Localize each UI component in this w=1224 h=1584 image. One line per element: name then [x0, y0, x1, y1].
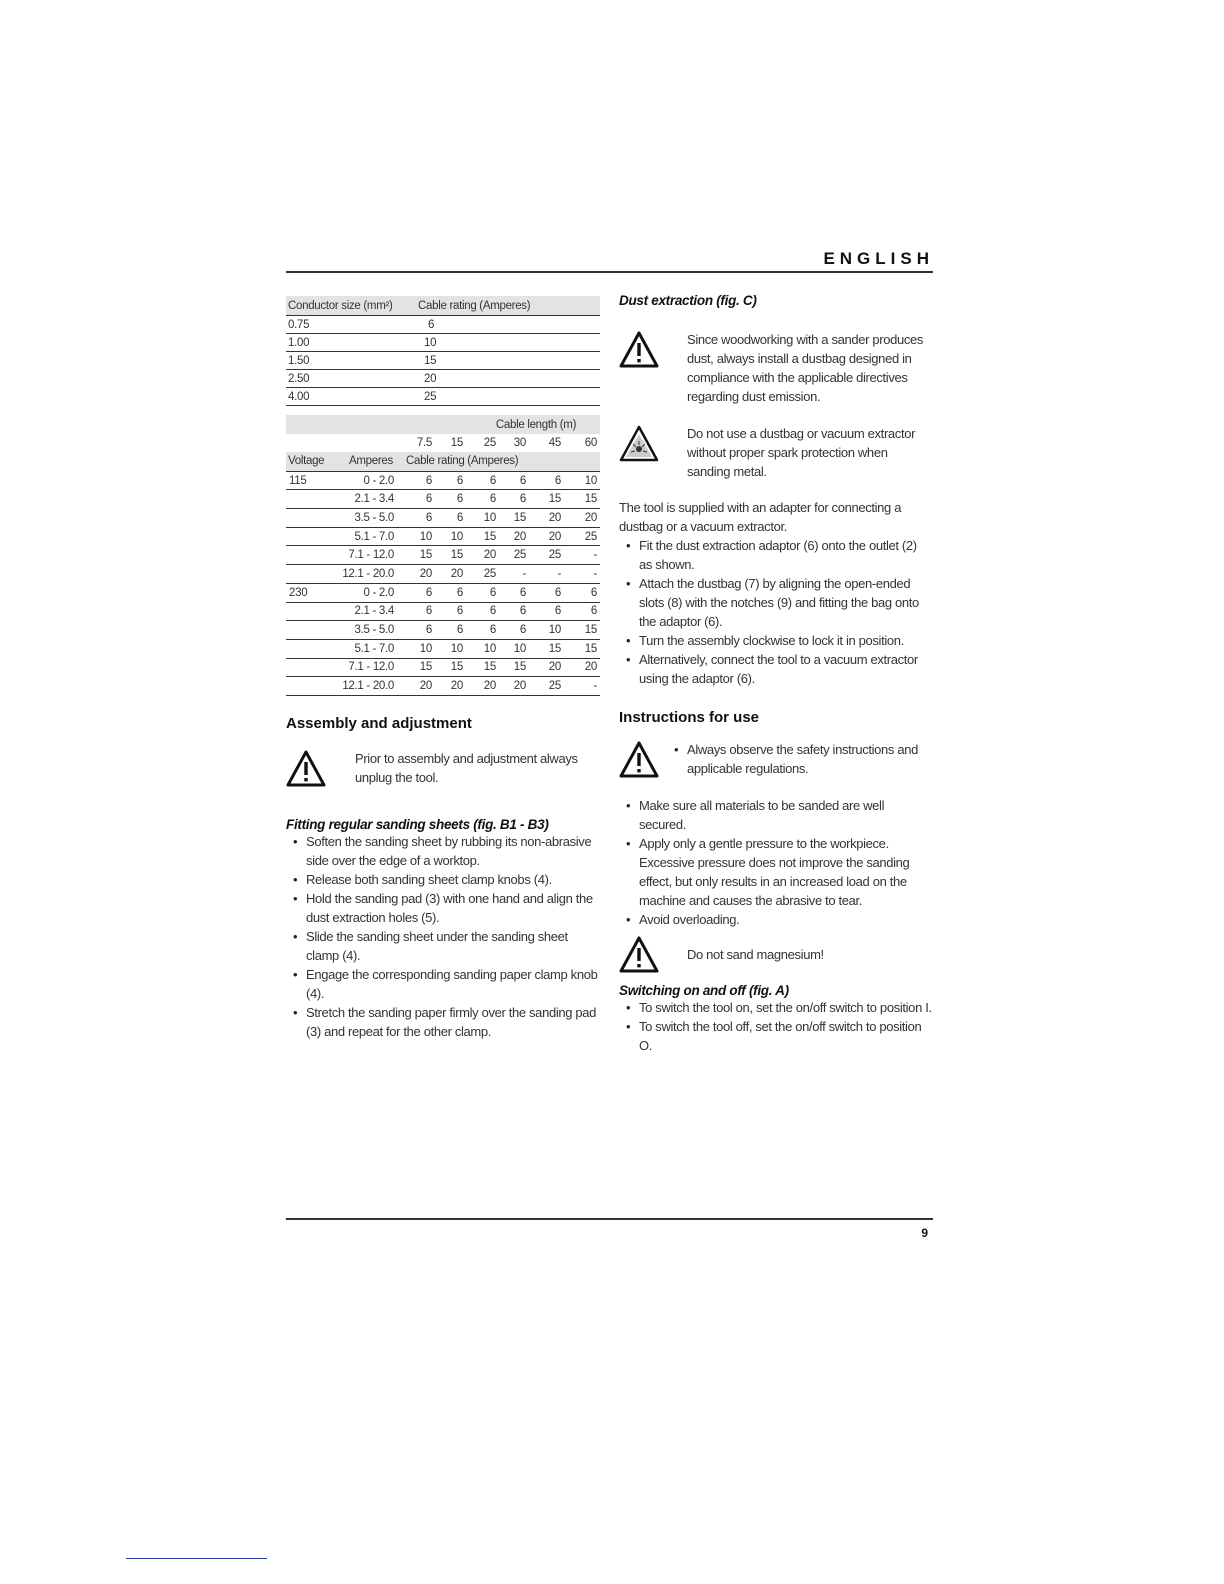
fitting-steps-list [286, 832, 600, 1041]
cable-table-body [286, 471, 600, 695]
language-header: ENGLISH [823, 249, 934, 268]
rating-cell: 20 [466, 546, 499, 565]
rating-cell: 6 [529, 583, 564, 602]
rating-cell: 6 [404, 490, 435, 509]
table-row [286, 471, 600, 490]
table-row [286, 565, 600, 584]
amperes-cell: 12.1 - 20.0 [338, 677, 404, 696]
rating-cell: - [564, 546, 600, 565]
spark-warning-text: Do not use a dustbag or vacuum extractor without proper spark protection when sanding metal. [687, 426, 916, 479]
rating-cell: - [529, 565, 564, 584]
table-row [286, 490, 600, 509]
list-item: • Avoid overloading. [619, 910, 933, 929]
rating-cell: 20 [404, 565, 435, 584]
spark-hazard-icon [619, 424, 659, 462]
fitting-heading: Fitting regular sanding sheets (fig. B1 - B3) [286, 816, 549, 832]
safety-warning-list [667, 740, 933, 778]
voltage-cell [286, 677, 338, 696]
rating-cell: 6 [466, 471, 499, 490]
rating-cell: 15 [435, 658, 466, 677]
table-row [286, 334, 600, 352]
left-column [286, 296, 600, 1041]
length-cell: 30 [513, 436, 526, 449]
list-item: • To switch the tool on, set the on/off switch to position I. [619, 998, 933, 1017]
dust-steps-list [619, 536, 933, 688]
rating-cell: 15 [404, 546, 435, 565]
list-item: • Apply only a gentle pressure to the workpiece. Excessive pressure does not improve the sanding effect, but only results in an increased load on the machine and causes the abrasive to tear. [619, 834, 933, 910]
rating-cell: 6 [435, 509, 466, 528]
rating-cell: 6 [466, 602, 499, 621]
rating-cell: 20 [404, 677, 435, 696]
rating-cell: 6 [499, 583, 529, 602]
amperes-cell: 2.1 - 3.4 [338, 602, 404, 621]
rating-cell: 10 [466, 639, 499, 658]
voltage-cell [286, 602, 338, 621]
rating-cell: 25 [529, 546, 564, 565]
list-item: • Stretch the sanding paper firmly over the sanding pad (3) and repeat for the other clamp. [286, 1003, 600, 1041]
rating-cell: 25 [499, 546, 529, 565]
rating-cell: 15 [466, 658, 499, 677]
table-row [286, 527, 600, 546]
dust-intro-text: The tool is supplied with an adapter for connecting a dustbag or a vacuum extractor. [619, 500, 902, 534]
rating-cell: 6 [499, 602, 529, 621]
assembly-heading: Assembly and adjustment [286, 714, 472, 732]
table-row [286, 677, 600, 696]
rating-cell: 10 [466, 509, 499, 528]
voltage-cell [286, 509, 338, 528]
rating-cell: 15 [466, 527, 499, 546]
rating-cell: 10 [435, 527, 466, 546]
voltage-cell [286, 527, 338, 546]
rating-cell: 10 [499, 639, 529, 658]
switching-heading: Switching on and off (fig. A) [619, 983, 789, 998]
voltage-cell [286, 658, 338, 677]
table-row [286, 370, 600, 388]
rating-cell: 6 [564, 602, 600, 621]
rating-cell: 6 [404, 509, 435, 528]
amperes-header: Amperes [338, 452, 404, 472]
table-row [286, 352, 600, 370]
voltage-header: Voltage [286, 452, 338, 472]
rating-cell: 20 [529, 509, 564, 528]
voltage-cell [286, 639, 338, 658]
list-item: • Slide the sanding sheet under the sanding sheet clamp (4). [286, 927, 600, 965]
table-row [286, 388, 600, 406]
length-cell: 15 [450, 436, 463, 449]
magnesium-warning-text: Do not sand magnesium! [687, 946, 824, 962]
rating-cell: 10 [404, 527, 435, 546]
warning-triangle-icon [619, 740, 659, 778]
rating-cell: 6 [466, 490, 499, 509]
cable-rating-cell: 20 [416, 370, 600, 388]
voltage-cell: 115 [286, 471, 338, 490]
rating-cell: 10 [564, 471, 600, 490]
dust-warning [619, 330, 933, 406]
amperes-cell: 5.1 - 7.0 [338, 639, 404, 658]
rating-cell: 15 [404, 658, 435, 677]
conductor-size-cell: 1.00 [286, 334, 416, 352]
header-rule [286, 271, 933, 273]
rating-cell: 6 [499, 471, 529, 490]
right-column [619, 293, 933, 1055]
spark-warning [619, 424, 933, 481]
amperes-cell: 0 - 2.0 [338, 583, 404, 602]
amperes-cell: 0 - 2.0 [338, 471, 404, 490]
instructions-steps-list [619, 796, 933, 929]
rating-cell: 6 [435, 602, 466, 621]
rating-cell: - [499, 565, 529, 584]
rating-cell: 25 [466, 565, 499, 584]
rating-cell: 6 [529, 471, 564, 490]
rating-cell: 6 [499, 621, 529, 640]
rating-cell: 20 [435, 565, 466, 584]
voltage-cell [286, 621, 338, 640]
amperes-cell: 2.1 - 3.4 [338, 490, 404, 509]
amperes-cell: 3.5 - 5.0 [338, 509, 404, 528]
cable-rating-cell: 15 [416, 352, 600, 370]
amperes-cell: 3.5 - 5.0 [338, 621, 404, 640]
length-cell: 7.5 [416, 436, 432, 449]
amperes-cell: 12.1 - 20.0 [338, 565, 404, 584]
rating-cell: 6 [435, 583, 466, 602]
list-item: • To switch the tool off, set the on/off switch to position O. [619, 1017, 933, 1055]
rating-cell: 20 [499, 677, 529, 696]
rating-cell: 6 [499, 490, 529, 509]
list-item: • Turn the assembly clockwise to lock it in position. [619, 631, 933, 650]
list-item: • Hold the sanding pad (3) with one hand and align the dust extraction holes (5). [286, 889, 600, 927]
page-number: 9 [921, 1226, 928, 1240]
table-row [286, 639, 600, 658]
conductor-size-header: Conductor size (mm²) [286, 296, 416, 316]
rating-cell: 6 [466, 583, 499, 602]
table-row [286, 602, 600, 621]
rating-cell: 6 [435, 621, 466, 640]
dust-extraction-heading: Dust extraction (fig. C) [619, 293, 757, 308]
rating-cell: 20 [499, 527, 529, 546]
conductor-size-cell: 1.50 [286, 352, 416, 370]
length-cell: 25 [483, 436, 496, 449]
amperes-cell: 7.1 - 12.0 [338, 546, 404, 565]
rating-cell: 10 [529, 621, 564, 640]
amperes-cell: 7.1 - 12.0 [338, 658, 404, 677]
cable-length-header: Cable length (m) [404, 415, 600, 434]
instructions-heading: Instructions for use [619, 709, 760, 726]
warning-triangle-icon [619, 330, 659, 368]
list-item: • Engage the corresponding sanding paper clamp knob (4). [286, 965, 600, 1003]
list-item: • Soften the sanding sheet by rubbing its non-abrasive side over the edge of a worktop. [286, 832, 600, 870]
rating-cell: 10 [435, 639, 466, 658]
rating-cell: 6 [404, 583, 435, 602]
rating-cell: 15 [499, 509, 529, 528]
rating-cell: - [564, 565, 600, 584]
table-row [286, 546, 600, 565]
cable-length-table [286, 415, 600, 696]
rating-cell: 20 [564, 658, 600, 677]
rating-cell: 6 [435, 471, 466, 490]
voltage-cell [286, 546, 338, 565]
rating-cell: 25 [564, 527, 600, 546]
table-row [286, 583, 600, 602]
list-item: • Make sure all materials to be sanded are well secured. [619, 796, 933, 834]
amperes-cell: 5.1 - 7.0 [338, 527, 404, 546]
rating-cell: 15 [529, 639, 564, 658]
rating-cell: 6 [466, 621, 499, 640]
rating-cell: - [564, 677, 600, 696]
assembly-warning [286, 749, 600, 787]
list-item: • Attach the dustbag (7) by aligning the open-ended slots (8) with the notches (9) and fitting the bag onto the adaptor (6). [619, 574, 933, 631]
lengths-row [286, 434, 600, 452]
list-item: • Always observe the safety instructions and applicable regulations. [667, 740, 933, 778]
list-item: • Release both sanding sheet clamp knobs (4). [286, 870, 600, 889]
rating-cell: 15 [564, 490, 600, 509]
cable-rating-cell: 6 [416, 316, 600, 334]
footnote-separator [126, 1558, 267, 1559]
rating-cell: 20 [435, 677, 466, 696]
voltage-cell [286, 490, 338, 509]
rating-cell: 15 [564, 639, 600, 658]
rating-cell: 20 [529, 527, 564, 546]
length-cell: 45 [548, 436, 561, 449]
warning-triangle-icon [619, 935, 659, 973]
list-item: • Alternatively, connect the tool to a vacuum extractor using the adaptor (6). [619, 650, 933, 688]
table-row [286, 509, 600, 528]
rating-cell: 15 [499, 658, 529, 677]
rating-cell: 6 [564, 583, 600, 602]
footer-rule [286, 1218, 933, 1220]
blank-header [286, 415, 404, 434]
warning-triangle-icon [286, 749, 326, 787]
table-row [286, 658, 600, 677]
conductor-size-table [286, 296, 600, 406]
switching-steps-list [619, 998, 933, 1055]
rating-cell: 15 [564, 621, 600, 640]
rating-header: Cable rating (Amperes) [404, 452, 600, 472]
rating-cell: 6 [529, 602, 564, 621]
voltage-cell: 230 [286, 583, 338, 602]
table-row [286, 621, 600, 640]
rating-cell: 25 [529, 677, 564, 696]
rating-cell: 6 [404, 602, 435, 621]
rating-cell: 15 [435, 546, 466, 565]
rating-cell: 20 [466, 677, 499, 696]
rating-cell: 6 [435, 490, 466, 509]
conductor-size-cell: 4.00 [286, 388, 416, 406]
list-item: • Fit the dust extraction adaptor (6) onto the outlet (2) as shown. [619, 536, 933, 574]
rating-cell: 10 [404, 639, 435, 658]
conductor-size-cell: 0.75 [286, 316, 416, 334]
dust-warning-text: Since woodworking with a sander produces dust, always install a dustbag designed in compliance with the applicable directives regarding dust emission. [687, 332, 924, 404]
rating-cell: 15 [529, 490, 564, 509]
assembly-warning-text: Prior to assembly and adjustment always unplug the tool. [355, 750, 578, 785]
length-cell: 60 [584, 436, 597, 449]
rating-cell: 20 [564, 509, 600, 528]
conductor-size-cell: 2.50 [286, 370, 416, 388]
magnesium-warning [619, 935, 933, 973]
cable-rating-cell: 10 [416, 334, 600, 352]
cable-rating-cell: 25 [416, 388, 600, 406]
cable-rating-header: Cable rating (Amperes) [416, 296, 600, 316]
table-row [286, 316, 600, 334]
voltage-cell [286, 565, 338, 584]
rating-cell: 20 [529, 658, 564, 677]
safety-warning [619, 740, 933, 778]
rating-cell: 6 [404, 471, 435, 490]
rating-cell: 6 [404, 621, 435, 640]
